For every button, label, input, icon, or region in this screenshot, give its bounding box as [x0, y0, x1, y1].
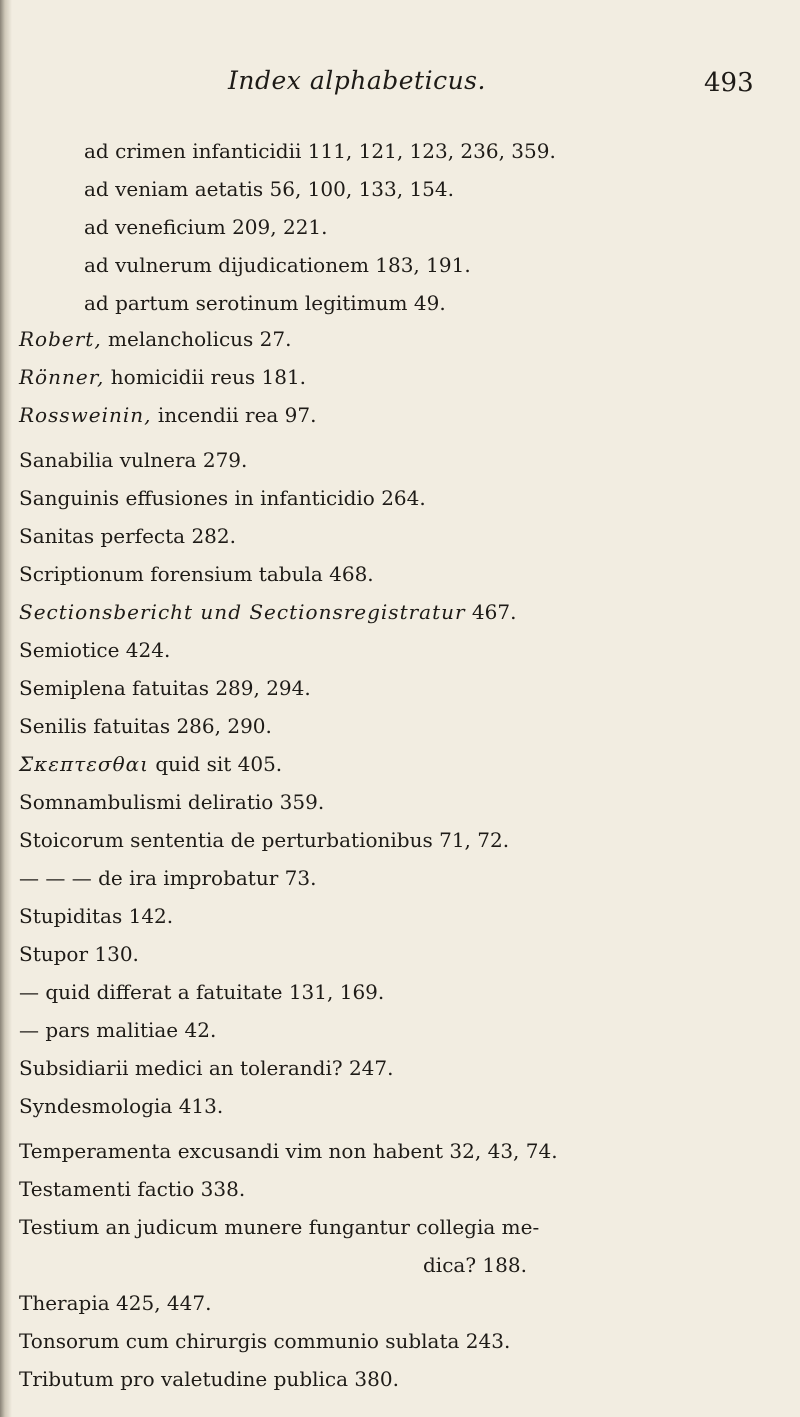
index-entry: — quid differat a fatuitate 131, 169. — [19, 980, 385, 1004]
index-entry: ad veniam aetatis 56, 100, 133, 154. — [84, 177, 454, 201]
index-entry: Semiotice 424. — [19, 638, 171, 662]
running-title: Index alphabeticus. — [228, 66, 486, 95]
entry-headword: Σκεπτεσθαι — [19, 752, 149, 776]
page-header — [0, 66, 800, 106]
index-entry: Sectionsbericht und Sectionsregistratur 467. — [19, 600, 517, 624]
index-entry: Stupor 130. — [19, 942, 139, 966]
index-entry: Sanguinis effusiones in infanticidio 264. — [19, 486, 426, 510]
index-entry: Therapia 425, 447. — [19, 1291, 212, 1315]
index-entry: Rönner, homicidii reus 181. — [19, 365, 307, 389]
index-entry: — — — de ira improbatur 73. — [19, 866, 317, 890]
index-entry: Robert, melancholicus 27. — [19, 327, 292, 351]
index-entry: Somnambulismi deliratio 359. — [19, 790, 325, 814]
entry-headword: Rönner, — [19, 365, 105, 389]
index-entry: ad vulnerum dijudicationem 183, 191. — [84, 253, 471, 277]
index-entry: Sanabilia vulnera 279. — [19, 448, 248, 472]
index-entry: ad crimen infanticidii 111, 121, 123, 236, 359. — [84, 139, 556, 163]
index-entry: Scriptionum forensium tabula 468. — [19, 562, 374, 586]
index-entry: Tributum pro valetudine publica 380. — [19, 1367, 399, 1391]
index-entry: Stoicorum sententia de perturbationibus 71, 72. — [19, 828, 510, 852]
page-number: 493 — [704, 68, 754, 98]
index-entry: Semiplena fatuitas 289, 294. — [19, 676, 311, 700]
index-entry: Stupiditas 142. — [19, 904, 174, 928]
index-entry-continuation: dica? 188. — [423, 1253, 527, 1277]
index-entry: Subsidiarii medici an tolerandi? 247. — [19, 1056, 394, 1080]
index-entry: Sanitas perfecta 282. — [19, 524, 236, 548]
index-entry: Testium an judicum munere fungantur collegia me- — [19, 1215, 540, 1239]
index-entry: ad partum serotinum legitimum 49. — [84, 291, 446, 315]
index-entry: ad veneficium 209, 221. — [84, 215, 328, 239]
entry-headword: Sectionsbericht und Sectionsregistratur — [19, 600, 466, 624]
page-edge — [0, 0, 12, 1417]
index-entry: Senilis fatuitas 286, 290. — [19, 714, 272, 738]
index-entry: Σκεπτεσθαι quid sit 405. — [19, 752, 283, 776]
index-entry: Rossweinin, incendii rea 97. — [19, 403, 317, 427]
index-entry: — pars malitiae 42. — [19, 1018, 217, 1042]
entry-headword: Robert, — [19, 327, 102, 351]
index-entry: Testamenti factio 338. — [19, 1177, 246, 1201]
index-entry: Syndesmologia 413. — [19, 1094, 224, 1118]
index-entry: Tonsorum cum chirurgis communio sublata 243. — [19, 1329, 511, 1353]
entry-headword: Rossweinin, — [19, 403, 152, 427]
index-entry: Temperamenta excusandi vim non habent 32, 43, 74. — [19, 1139, 558, 1163]
